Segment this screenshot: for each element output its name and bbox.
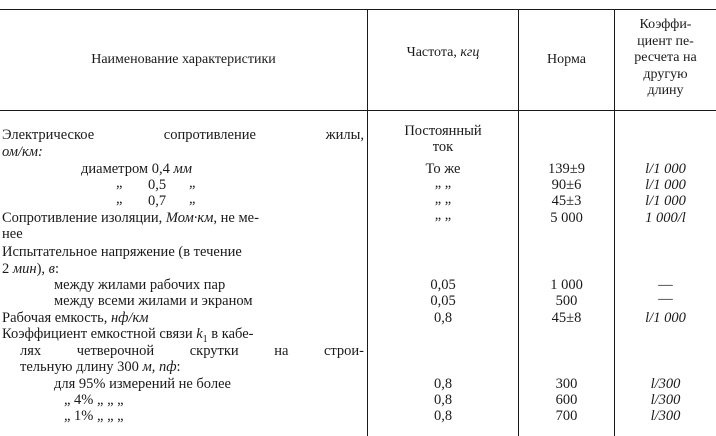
insulation-label <box>2 211 259 226</box>
screen-label: между всеми жилами и экраном <box>54 293 253 309</box>
header-coefficient-line2: циент пе- <box>637 33 694 49</box>
insulation-label-line2: нее <box>2 226 23 242</box>
p4-coefficient: l/300 <box>650 392 681 408</box>
test-voltage-l2b: ), <box>36 261 49 277</box>
screen-coefficient: — <box>658 291 673 307</box>
insulation-unit: Мом·км <box>165 210 214 226</box>
pairs-coefficient: — <box>658 277 673 293</box>
test-voltage-label-line2 <box>2 262 59 277</box>
d04-label <box>81 162 192 177</box>
test-voltage-l2a: 2 <box>2 261 13 277</box>
d07-coefficient: l/1 000 <box>645 193 686 209</box>
coupling-l3b: , <box>151 359 159 375</box>
p4-label: „ 4% „ „ „ <box>64 392 124 408</box>
test-voltage-label: Испытательное напряжение (в течение <box>2 244 242 260</box>
capacitance-label <box>2 311 149 326</box>
capacitance-frequency: 0,8 <box>433 310 453 326</box>
header-frequency-unit: кгц <box>460 45 480 60</box>
p1-label: „ 1% „ „ „ <box>64 408 124 424</box>
header-frequency-text: Частота, <box>406 45 461 60</box>
pairs-frequency: 0,05 <box>430 277 456 293</box>
coupling-l3c: : <box>176 359 181 375</box>
d05-value: 0,5 <box>148 177 167 193</box>
coupling-label-line3 <box>20 360 181 375</box>
d04-text: диаметром 0,4 <box>81 161 174 177</box>
coupling-l3a: тельную длину 300 <box>20 359 143 375</box>
coupling-k: k <box>196 326 203 342</box>
d05-frequency: „ „ <box>434 175 452 191</box>
header-coefficient-line3: ресчета на <box>634 50 697 65</box>
table-header-rule <box>0 110 716 111</box>
coupling-label-line2: лях четверочной скрутки на строи- <box>20 343 364 359</box>
d04-unit: мм <box>173 161 192 177</box>
resistance-frequency-line2: ток <box>432 139 454 155</box>
header-frequency <box>368 45 518 60</box>
header-coefficient-line5: длину <box>647 83 684 98</box>
coupling-l1b: в кабе- <box>207 326 254 342</box>
pairs-label: между жилами рабочих пар <box>54 277 226 293</box>
screen-norm: 500 <box>555 293 578 309</box>
d05-norm: 90±6 <box>551 177 582 193</box>
test-voltage-l2-unit2: в <box>48 261 55 277</box>
capacitance-unit: нф/км <box>110 310 149 326</box>
resistance-unit: ом/км: <box>2 144 43 160</box>
header-coefficient <box>615 17 716 100</box>
coupling-k-sub: 1 <box>202 333 208 345</box>
d05-quote: „ <box>116 175 123 191</box>
p95-norm: 300 <box>555 376 578 392</box>
d04-norm: 139±9 <box>548 161 585 177</box>
p4-frequency: 0,8 <box>433 392 453 408</box>
d07-norm: 45±3 <box>551 193 582 209</box>
resistance-label: Электрическое сопротивление жилы, <box>2 127 364 143</box>
pairs-norm: 1 000 <box>550 277 583 293</box>
d04-coefficient: l/1 000 <box>645 161 686 177</box>
header-coefficient-line1: Коэффи- <box>639 17 692 32</box>
p95-label: для 95% измерений не более <box>54 376 231 392</box>
p95-coefficient: l/300 <box>650 376 681 392</box>
screen-frequency: 0,05 <box>430 293 456 309</box>
coupling-l3-unit2: пф <box>159 359 177 375</box>
resistance-frequency-line1: Постоянный <box>404 123 482 139</box>
d07-quote2: „ <box>189 191 196 207</box>
d07-frequency: „ „ <box>434 191 452 207</box>
p1-frequency: 0,8 <box>433 408 453 424</box>
d07-value: 0,7 <box>148 193 167 209</box>
d07-quote: „ <box>116 191 123 207</box>
insulation-norm: 5 000 <box>550 210 583 226</box>
d05-coefficient: l/1 000 <box>645 177 686 193</box>
capacitance-norm: 45±8 <box>551 310 582 326</box>
test-voltage-l2-unit: мин <box>12 261 37 277</box>
p1-norm: 700 <box>555 408 578 424</box>
header-norm: Норма <box>547 52 586 67</box>
d05-quote2: „ <box>189 175 196 191</box>
p95-frequency: 0,8 <box>433 376 453 392</box>
insulation-tail: , не ме- <box>213 210 259 226</box>
coupling-l3-unit: м <box>142 359 152 375</box>
capacitance-text: Рабочая емкость, <box>2 310 111 326</box>
insulation-coefficient: 1 000/l <box>645 210 686 226</box>
p4-norm: 600 <box>555 392 578 408</box>
p1-coefficient: l/300 <box>650 408 681 424</box>
capacitance-coefficient: l/1 000 <box>645 310 686 326</box>
header-characteristic: Наименование характеристики <box>91 52 276 67</box>
d04-frequency: То же <box>425 161 461 177</box>
header-coefficient-line4: другую <box>643 66 688 82</box>
insulation-text: Сопротивление изоляции, <box>2 210 166 226</box>
table-top-rule <box>0 9 716 10</box>
test-voltage-l2c: : <box>54 261 59 277</box>
coupling-l1a: Коэффициент емкостной связи <box>2 326 197 342</box>
insulation-frequency: „ „ <box>434 207 452 223</box>
